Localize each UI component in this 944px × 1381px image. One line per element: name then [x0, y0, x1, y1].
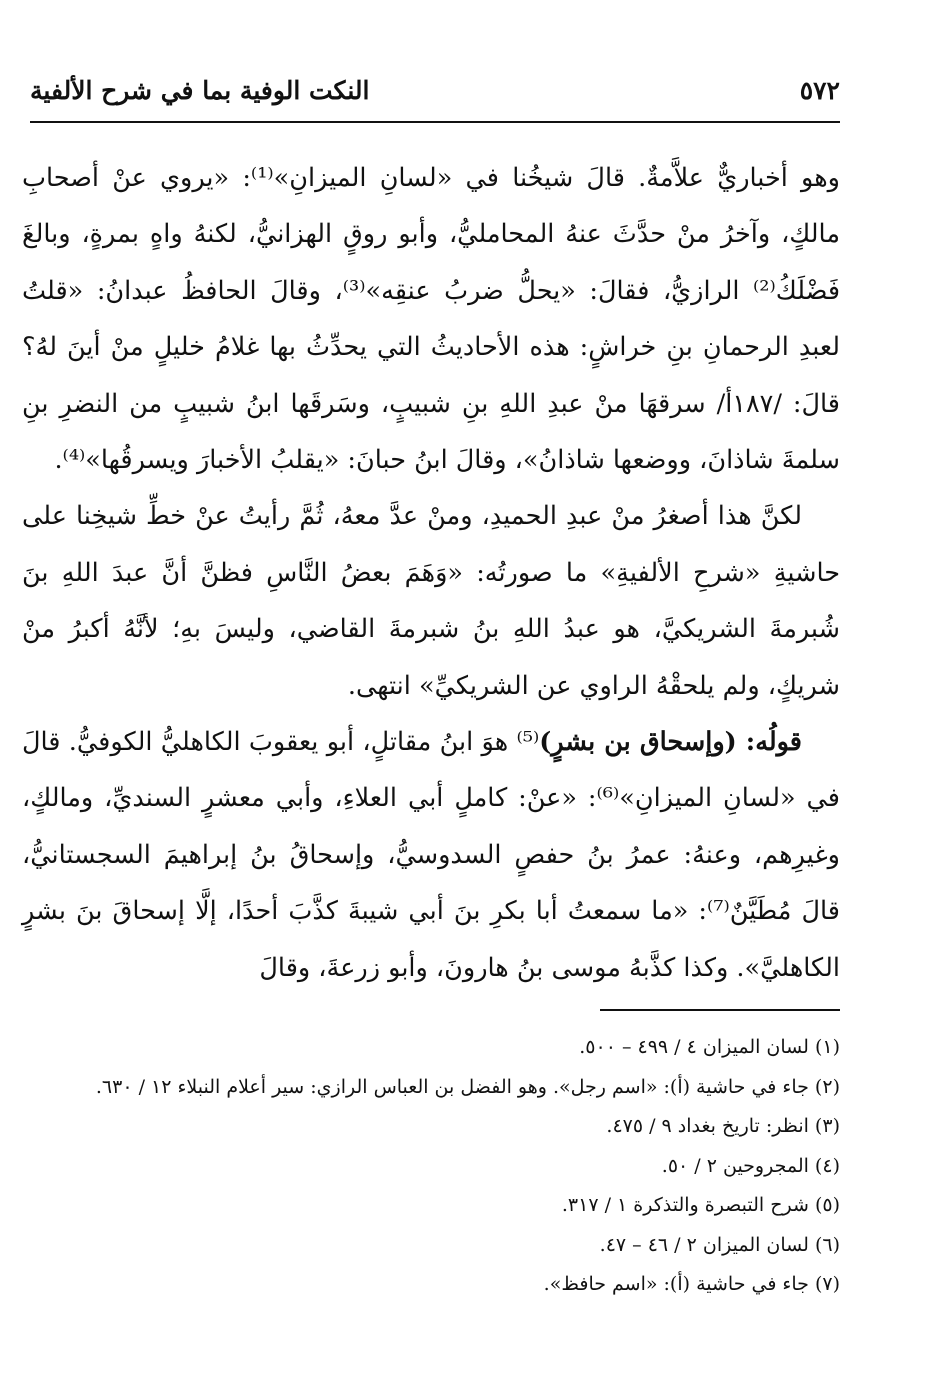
footnote-4: (٤) المجروحين ٢ / ٥٠. — [661, 1154, 840, 1177]
paragraph-1: وهو أخباريٌّ علاَّمةٌ. قالَ شيخُنا في «لسانِ الميزانِ»⁽¹⁾: «يروي عنْ أصحابِ مالكٍ، وآخرُ منْ حدَّثَ عنهُ المحامليُّ، وأبو روقٍ الهزانيُّ، لكنهُ واهٍ بمرةٍ، وبالغَ فَضْلَكُ⁽²⁾ الرازيُّ، فقالَ: «يحلُّ ضربُ عنقِه»⁽³⁾، وقالَ الحافظُ عبدانُ: «قلتُ لعبدِ الرحمانِ بنِ خراشٍ: هذه الأحاديثُ التي يحدِّثُ بها غلامُ خليلٍ منْ أينَ لهُ؟ قالَ: /١٨٧أ/ سرقهَا منْ عبدِ اللهِ بنِ شبيبٍ، وسَرقَها ابنُ شبيبٍ من النضرِ بنِ سلمةَ شاذانَ، ووضعها شاذانُ»، وقالَ ابنُ حبانَ: «يقلبُ الأخبارَ ويسرقُها»⁽⁴⁾. — [22, 163, 841, 476]
page-header — [30, 72, 840, 116]
running-title: النكت الوفية بما في شرح الألفية — [30, 76, 370, 105]
lemma-heading: قولُه: (وإسحاق بن بشرٍ) — [539, 727, 802, 758]
footnote-1: (١) لسان الميزان ٤ / ٤٩٩ – ٥٠٠. — [579, 1036, 840, 1058]
paragraph-3-text: ⁽⁵⁾ هوَ ابنُ مقاتلٍ، أبو يعقوبَ الكاهليُّ الكوفيُّ. قالَ في «لسانِ الميزانِ»⁽⁶⁾: «عنْ: كاملٍ أبي العلاءِ، وأبي معشرٍ السنديِّ، ومالكٍ، وغيرِهم، وعنهُ: عمرُ بنُ حفصٍ السدوسيُّ، وإسحاقُ بنُ إبراهيمَ السجستانيُّ، قالَ مُطَيَّنٌ⁽⁷⁾: «ما سمعتُ أبا بكرِ بنَ أبي شيبةَ كذَّبَ أحدًا، إلَّا إسحاقَ بنَ بشرٍ الكاهليَّ». وكذا كذَّبهُ موسى بنُ هارونَ، وأبو زرعةَ، وقالَ — [22, 727, 841, 983]
footnote-7: (٧) جاء في حاشية (أ): «اسم حافظ». — [543, 1273, 840, 1295]
footnote-5: (٥) شرح التبصرة والتذكرة ١ / ٣١٧. — [561, 1194, 840, 1216]
header-rule — [30, 121, 840, 123]
footnotes — [30, 1028, 840, 1305]
paragraph-2: لكنَّ هذا أصغرُ منْ عبدِ الحميدِ، ومنْ عدَّ معهُ، ثُمَّ رأيتُ عنْ خطِّ شيخِنا على حاشيةِ «شرحِ الألفيةِ» ما صورتُه: «وَهَمَ بعضُ النَّاسِ فظنَّ أنَّ عبدَ اللهِ بنَ شُبرمةَ الشريكيَّ، هو عبدُ اللهِ بنُ شبرمةَ القاضي، وليسَ بهِ؛ لأنَّهُ أكبرُ منْ شريكٍ، ولم يلحقْهُ الراوي عن الشريكيِّ» انتهى. — [22, 501, 840, 701]
footnote-3: (٣) انظر: تاريخ بغداد ٩ / ٤٧٥. — [606, 1115, 840, 1137]
main-text — [22, 150, 840, 996]
page-number: ٥٧٢ — [799, 76, 840, 105]
footnote-rule — [600, 1009, 840, 1011]
footnote-2: (٢) جاء في حاشية (أ): «اسم رجل». وهو الفضل بن العباس الرازي: سير أعلام النبلاء ١٢ / ٦٣٠. — [95, 1075, 840, 1098]
paragraph-3 — [22, 714, 840, 996]
footnote-6: (٦) لسان الميزان ٢ / ٤٦ – ٤٧. — [599, 1233, 840, 1256]
